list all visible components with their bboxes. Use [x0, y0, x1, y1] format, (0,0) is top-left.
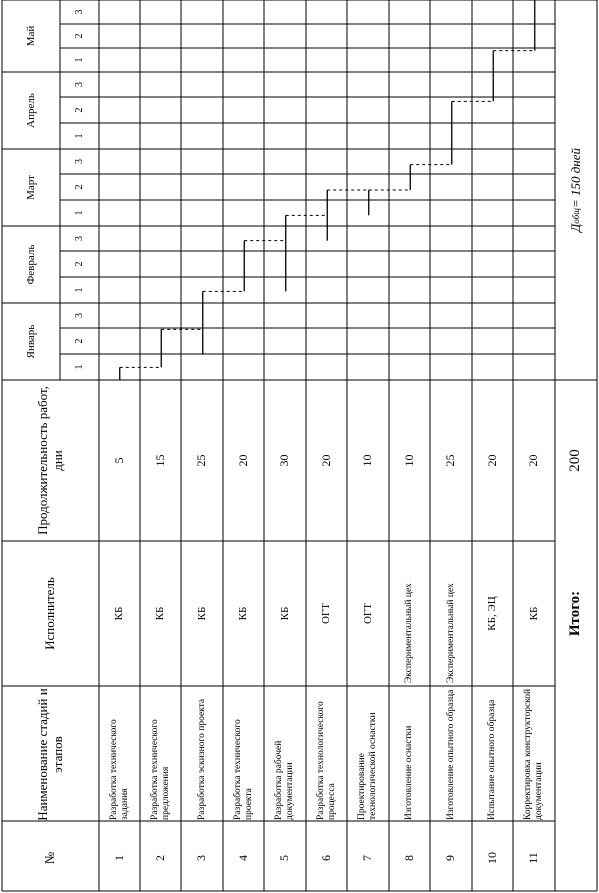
row-2-name: Разработка технического предложения: [149, 719, 171, 820]
row-8-number: 8: [401, 855, 416, 861]
decade-feb-3: 3: [73, 236, 85, 241]
row-11-number: 11: [526, 852, 541, 864]
row-1-days: 5: [111, 457, 126, 464]
decade-may-3: 3: [73, 9, 85, 15]
row-5-name: Разработка рабочей документации: [274, 740, 295, 820]
row-5-days: 30: [277, 454, 292, 467]
row-8-days: 10: [401, 454, 416, 467]
month-may: Май: [24, 25, 37, 47]
decade-feb-1: 1: [73, 287, 85, 293]
row-7-days: 10: [360, 454, 375, 467]
header-stage-name: Наименование стадий и этапов: [34, 688, 65, 821]
row-4-executor: КБ: [237, 606, 250, 621]
row-2-number: 2: [152, 855, 167, 861]
decade-feb-2: 2: [73, 261, 85, 267]
row-1-number: 1: [111, 855, 126, 861]
row-9-name: Изготовление опытного образца: [445, 689, 456, 820]
decade-mar-3: 3: [73, 159, 85, 164]
row-4-name: Разработка технического проекта: [232, 719, 254, 820]
row-6-number: 6: [318, 855, 333, 861]
month-january: Январь: [24, 324, 37, 359]
row-6-days: 20: [318, 454, 333, 467]
decade-may-1: 1: [73, 57, 85, 63]
decade-jan-3: 3: [73, 313, 85, 318]
row-11-name: Корректировка конструкторской документации: [523, 688, 544, 820]
month-march: Март: [24, 175, 37, 200]
header-number: №: [42, 851, 58, 865]
row-4-number: 4: [235, 855, 250, 861]
month-april: Апрель: [24, 93, 37, 128]
row-2-executor: КБ: [154, 606, 167, 621]
row-3-number: 3: [194, 855, 209, 861]
decade-mar-1: 1: [73, 210, 85, 216]
header-executor: Исполнитель: [42, 577, 58, 650]
row-5-executor: КБ: [278, 606, 291, 621]
decade-apr-1: 1: [73, 133, 85, 139]
row-6-name: Разработка технологического процесса: [315, 701, 337, 820]
row-7-executor: ОГТ: [361, 602, 374, 625]
header-duration: Продолжительность работ, дни: [34, 386, 65, 535]
decade-apr-3: 3: [73, 82, 85, 87]
decade-mar-2: 2: [73, 184, 85, 190]
row-9-days: 25: [443, 454, 458, 467]
row-3-name: Разработка эскизного проекта: [196, 698, 207, 820]
row-11-executor: КБ: [527, 606, 540, 621]
note-suffix: = 150 дней: [567, 147, 583, 209]
row-8-name: Изготовление оснастки: [404, 725, 415, 820]
row-3-executor: КБ: [195, 606, 208, 621]
decade-jan-1: 1: [73, 364, 85, 370]
row-1-executor: КБ: [113, 606, 126, 621]
note-subscript: общ: [570, 208, 581, 224]
total-value: 200: [567, 449, 584, 472]
row-10-name: Испытание опытного образца: [487, 699, 498, 820]
row-9-number: 9: [443, 855, 458, 861]
total-label: Итого:: [567, 590, 584, 637]
row-10-days: 20: [484, 454, 499, 467]
month-february: Февраль: [24, 244, 37, 285]
row-6-executor: ОГТ: [320, 602, 333, 625]
row-1-name: Разработка технического задания: [108, 719, 130, 820]
row-4-days: 20: [235, 454, 250, 467]
decade-apr-2: 2: [73, 107, 85, 113]
row-9-executor: Экспериментальный цех: [445, 583, 456, 683]
row-3-days: 25: [194, 454, 209, 467]
row-2-days: 15: [152, 454, 167, 467]
row-8-executor: Экспериментальный цех: [404, 583, 415, 683]
note-prefix: Д: [567, 223, 583, 233]
decade-jan-2: 2: [73, 338, 85, 344]
row-7-name: Проектирование технологической оснастки: [357, 712, 378, 820]
row-11-days: 20: [526, 454, 541, 467]
decade-may-2: 2: [73, 33, 85, 39]
row-10-executor: КБ, ЭЦ: [486, 596, 499, 631]
row-5-number: 5: [277, 855, 292, 861]
row-7-number: 7: [360, 855, 375, 861]
row-10-number: 10: [484, 852, 499, 864]
